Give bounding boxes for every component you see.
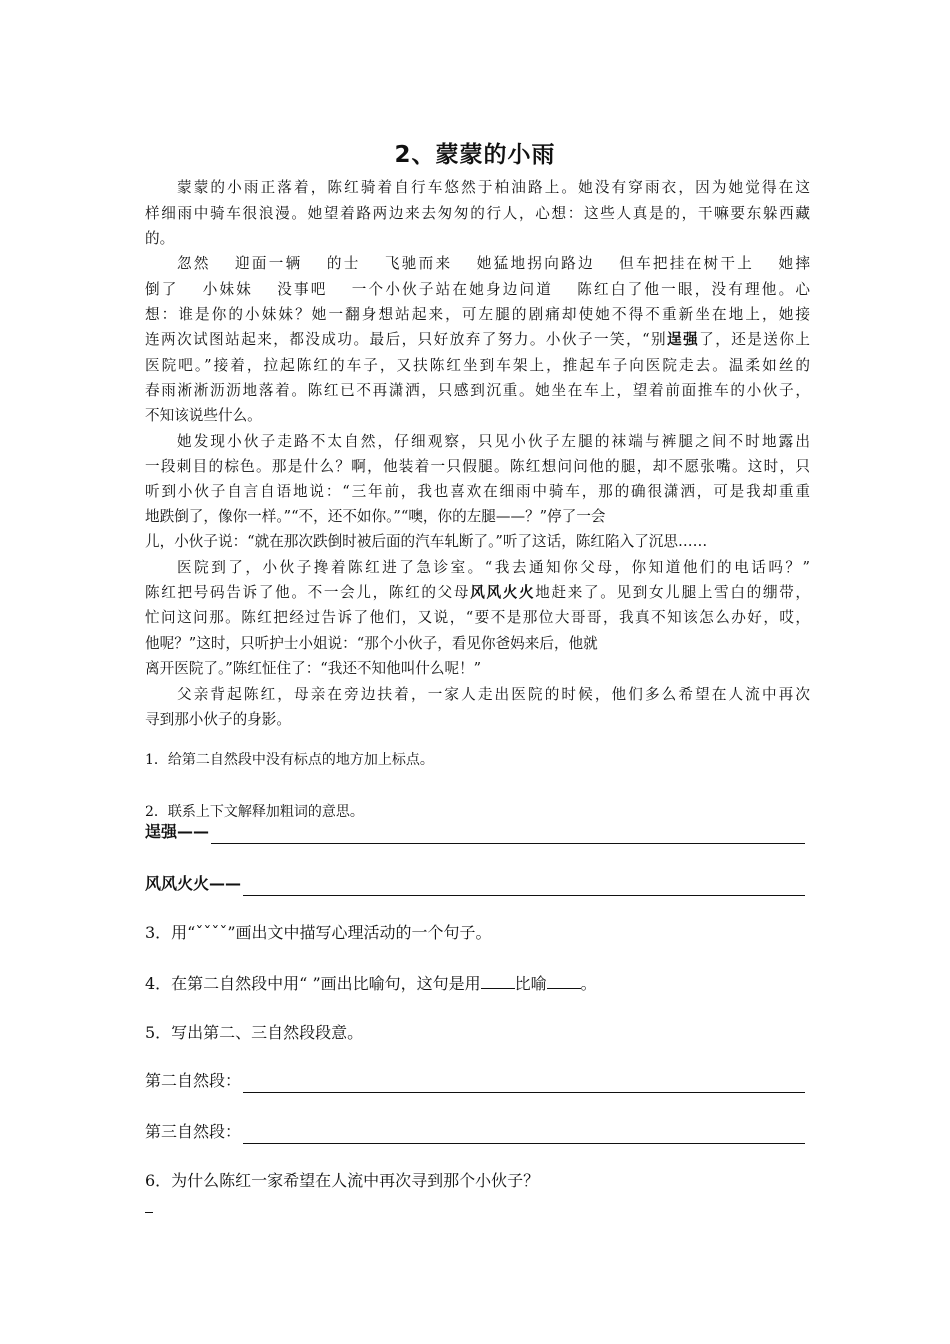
phrase: 她猛地拐向路边 [474,255,595,272]
passage-line-unpunctuated [145,252,810,276]
passage-line: 父亲背起陈红，母亲在旁边扶着，一家人走出医院的时候，他们多么希望在人流中再次 [177,686,810,703]
answer-row-chengqiang [145,818,805,844]
passage-line: 儿，小伙子说：“就在那次跌倒时被后面的汽车轧断了。”听了这话，陈红陷入了沉思…… [145,533,708,550]
passage-line: 的。 [145,230,175,247]
answer-line[interactable] [211,823,805,844]
answer-row-paragraph-3 [145,1118,805,1144]
fill-blank[interactable] [547,974,581,989]
passage-line: 蒙蒙的小雨正落着，陈红骑着自行车悠然于柏油路上。她没有穿雨衣，因为她觉得在这 [177,179,810,196]
passage-line: 离开医院了。”陈红怔住了：“我还不知他叫什么呢！” [145,660,482,677]
phrase: 一个小伙子站在她身边问道 [349,281,554,298]
phrase: 忽然 [177,255,211,272]
answer-label: 第二自然段： [145,1071,242,1090]
passage-line: 春雨淅淅沥沥地落着。陈红已不再潇洒，只感到沉重。她坐在车上，望着前面推车的小伙子， [145,382,810,399]
passage-line: 医院到了，小伙子搀着陈红进了急诊室。“我去通知你父母，你知道他们的电话吗？” [177,559,810,576]
passage-line: 样细雨中骑车很浪漫。她望着路两边来去匆匆的行人，心想：这些人真是的，干嘛要东躲西藏 [145,205,810,222]
phrase: 没事吧 [275,281,328,298]
phrase: 飞驰而来 [382,255,453,272]
phrase: 但车把挂在树干上 [616,255,755,272]
fill-blank[interactable] [481,974,515,989]
passage-line: 医院吧。”接着，拉起陈红的车子，又扶陈红坐到车架上，推起车子向医院走去。温柔如丝的 [145,357,810,374]
passage-line: 寻到那小伙子的身影。 [145,711,291,728]
page-title: 2、蒙蒙的小雨 [394,142,556,168]
bold-word-fengfenghuohuo: 风风火火 [470,584,536,601]
passage-line: 忙问这问那。陈红把经过告诉了他们，又说，“要不是那位大哥哥，我真不知该怎么办好，哎， [145,609,810,626]
passage-line: 不知该说些什么。 [145,407,262,424]
bold-word-chengqiang: 逞强 [667,331,700,348]
phrase: 她摔 [776,255,810,272]
passage-line: 连两次试图站起来，都没成功。最后，只好放弃了努力。小伙子一笑，“别逞强了，还是送你上 [145,331,810,348]
answer-row-paragraph-2 [145,1067,805,1093]
phrase: 小妹妹 [200,281,254,298]
answer-label: 风风火火—— [145,874,242,893]
passage-line: 陈红把号码告诉了他。不一会儿，陈红的父母风风火火地赶来了。见到女儿腿上雪白的绷带， [145,584,810,601]
passage-line: 他呢？”这时，只听护士小姐说：“那个小伙子，看见你爸妈来后，他就 [145,635,598,652]
phrase: 倒了 [145,281,179,298]
question-6: 6．为什么陈红一家希望在人流中再次寻到那个小伙子？ [145,1171,540,1190]
question-3: 3．用“ˇˇˇˇ”画出文中描写心理活动的一个句子。 [145,923,492,942]
passage-line: 她发现小伙子走路不太自然，仔细观察，只见小伙子左腿的袜端与裤腿之间不时地露出 [177,433,810,450]
phrase: 迎面一辆 [232,255,303,272]
question-4: 4．在第二自然段中用“ ”画出比喻句，这句是用 比喻 。 [145,974,597,993]
passage-line: 一段刺目的棕色。那是什么？啊，他装着一只假腿。陈红想问问他的腿，却不愿张嘴。这时，只 [145,458,810,475]
answer-label: 第三自然段： [145,1122,242,1141]
answer-line[interactable] [243,1123,805,1144]
answer-row-fengfenghuohuo [145,870,805,896]
question-2: 2．联系上下文解释加粗词的意思。 [145,804,364,820]
passage-line: 地跌倒了，像你一样。”“不，还不如你。”“噢，你的左腿——？”停了一会 [145,508,606,525]
passage-line: 想：谁是你的小妹妹？她一翻身想站起来，可左腿的剧痛却使她不得不重新坐在地上，她接 [145,306,810,323]
passage-line: 听到小伙子自言自语地说：“三年前，我也喜欢在细雨中骑车，那的确很潇洒，可是我却重重 [145,483,810,500]
answer-line[interactable] [243,875,805,896]
answer-start-mark[interactable] [145,1212,153,1213]
passage-line-unpunctuated [145,278,810,302]
question-1: 1．给第二自然段中没有标点的地方加上标点。 [145,752,434,768]
phrase: 的士 [324,255,361,272]
phrase: 陈红白了他一眼，没有理他。心 [575,281,810,298]
answer-label: 逞强—— [145,822,210,841]
question-5: 5．写出第二、三自然段段意。 [145,1023,364,1042]
answer-line[interactable] [243,1072,805,1093]
